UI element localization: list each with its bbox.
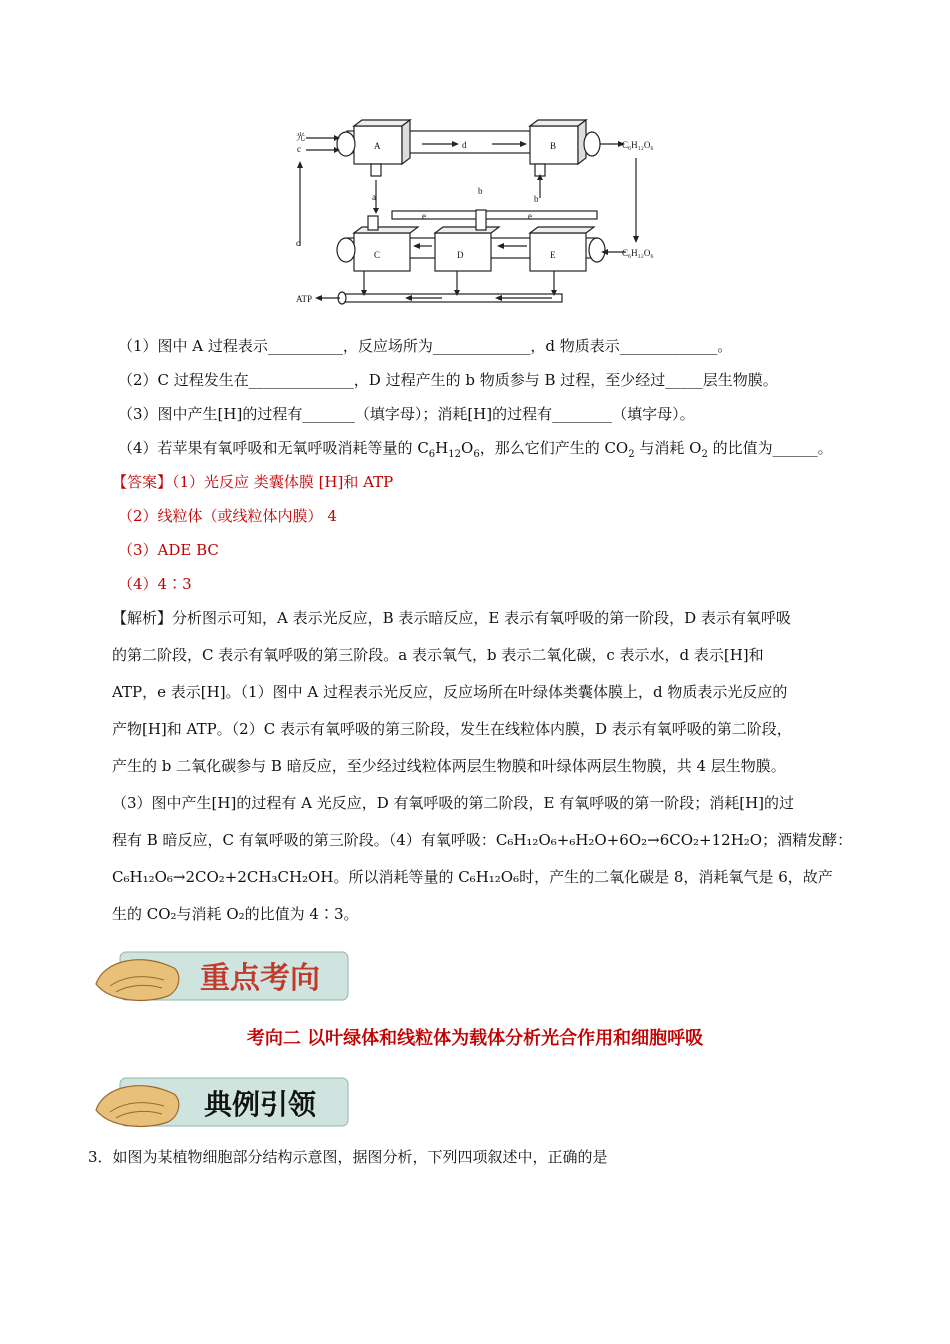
analysis-line: 产物[H]和 ATP。（2）C 表示有氧呼吸的第三阶段，发生在线粒体内膜，D 表示有氧呼吸的第二阶段， (112, 720, 792, 738)
shell-icon (96, 1086, 179, 1127)
analysis-line: 生的 CO₂与消耗 O₂的比值为 4∶3。 (112, 905, 359, 923)
diagram-label-C: C (374, 250, 381, 260)
diagram-label-b-mid: b (534, 194, 539, 204)
diagram-label-glucose-top: C₆H₁₂O₆ (622, 140, 654, 150)
key-direction-title: 重点考向 (200, 961, 320, 996)
diagram-label-c-left: c (296, 238, 300, 248)
diagram-label-light: 光 (296, 132, 306, 142)
diagram-label-D: D (457, 250, 464, 260)
section-subtitle: 考向二 以叶绿体和线粒体为载体分析光合作用和细胞呼吸 (246, 1028, 704, 1049)
diagram-label-E: E (550, 250, 556, 260)
photosynthesis-respiration-diagram (292, 118, 670, 318)
shell-icon (96, 960, 179, 1001)
analysis-line: 的第二阶段，C 表示有氧呼吸的第三阶段。a 表示氧气，b 表示二氧化碳，c 表示水，d 表示[H]和 (112, 646, 764, 664)
diagram-label-A: A (374, 141, 381, 151)
key-direction-banner (90, 946, 352, 1006)
analysis-line: ATP，e 表示[H]。（1）图中 A 过程表示光反应，反应场所在叶绿体类囊体膜上，d 物质表示光反应的 (112, 683, 788, 701)
answer-3: （3）ADE BC (118, 541, 219, 559)
diagram-label-b-top: b (478, 186, 483, 196)
analysis-line: 程有 B 暗反应，C 有氧呼吸的第三阶段。（4）有氧呼吸：C₆H₁₂O₆+₆H₂O+6O₂→6CO₂+12H₂O；酒精发酵： (112, 831, 853, 849)
diagram-label-glucose-bottom: C₆H₁₂O₆ (622, 248, 654, 258)
analysis-line: （3）图中产生[H]的过程有 A 光反应，D 有氧呼吸的第二阶段，E 有氧呼吸的第一阶段；消耗[H]的过 (112, 794, 794, 812)
box-C (354, 233, 410, 271)
answer-1: 【答案】（1）光反应 类囊体膜 [H]和 ATP (112, 473, 394, 491)
question-3: （3）图中产生[H]的过程有_______（填字母）；消耗[H]的过程有________（填字母）。 (118, 405, 695, 423)
answer-2: （2）线粒体（或线粒体内膜） 4 (118, 507, 337, 525)
diagram-label-e1: e (422, 211, 426, 221)
answer-4: （4）4∶3 (118, 575, 192, 593)
box-E (530, 233, 586, 271)
question-1: （1）图中 A 过程表示__________，反应场所为_____________，d 物质表示_____________。 (118, 337, 733, 355)
diagram-label-e2: e (528, 211, 532, 221)
example-banner (90, 1072, 352, 1132)
diagram-label-d: d (462, 140, 467, 150)
diagram-label-c: c (297, 144, 301, 154)
analysis-paragraph (112, 600, 862, 933)
question-4: （4）若苹果有氧呼吸和无氧呼吸消耗等量的 $C_6H_{12}O_6$，那么它们产生的 $CO_2$ 与消耗 $O_2$ 的比值为______。 (118, 439, 833, 460)
question-3-prompt: 3．如图为某植物细胞部分结构示意图，据图分析，下列四项叙述中，正确的是 (88, 1148, 608, 1166)
analysis-line: 产生的 b 二氧化碳参与 B 暗反应，至少经过线粒体两层生物膜和叶绿体两层生物膜，共 4 层生物膜。 (112, 757, 786, 775)
analysis-line: C₆H₁₂O₆→2CO₂+2CH₃CH₂OH。所以消耗等量的 C₆H₁₂O₆时，产生的二氧化碳是 8，消耗氧气是 6，故产 (112, 868, 833, 886)
example-title: 典例引领 (203, 1088, 317, 1121)
analysis-line: 【解析】分析图示可知，A 表示光反应，B 表示暗反应，E 表示有氧呼吸的第一阶段，D 表示有氧呼吸 (112, 609, 791, 627)
diagram-label-a: a (372, 192, 376, 202)
diagram-label-atp: ATP (296, 294, 313, 304)
diagram-label-B: B (550, 141, 557, 151)
question-2: （2）C 过程发生在______________，D 过程产生的 b 物质参与 B 过程，至少经过_____层生物膜。 (118, 371, 778, 389)
